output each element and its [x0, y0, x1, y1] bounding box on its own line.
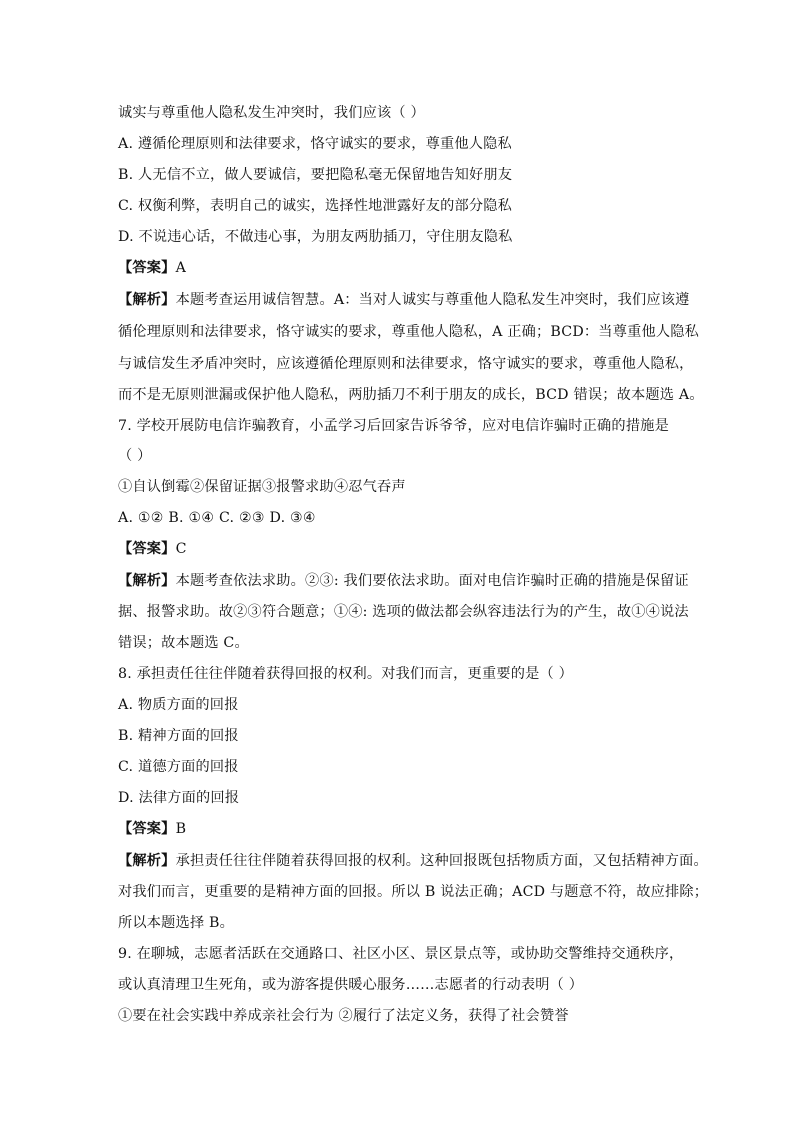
question-9-stem-line-2: 或认真清理卫生死角，或为游客提供暖心服务……志愿者的行动表明（ ）	[118, 977, 584, 993]
analysis-text: 本题考查运用诚信智慧。A：当对人诚实与尊重他人隐私发生冲突时，我们应该遵	[175, 292, 690, 308]
question-6-option-a: A. 遵循伦理原则和法律要求，恪守诚实的要求，尊重他人隐私	[118, 136, 512, 152]
answer-value: C	[175, 541, 187, 557]
analysis-text: 承担责任往往伴随着获得回报的权利。这种回报既包括物质方面，又包括精神方面。	[175, 853, 708, 869]
answer-label: 【答案】	[118, 541, 176, 557]
question-6-option-c: C. 权衡利弊，表明自己的诚实，选择性地泄露好友的部分隐私	[118, 198, 513, 214]
question-8-option-c: C. 道德方面的回报	[118, 759, 239, 775]
question-8-option-d: D. 法律方面的回报	[118, 790, 240, 806]
question-7-items: ①自认倒霉②保留证据③报警求助④忍气吞声	[118, 479, 406, 495]
answer-label: 【答案】	[118, 821, 176, 837]
analysis-label: 【解析】	[118, 573, 176, 589]
question-6-analysis-line-1	[118, 290, 688, 310]
analysis-label: 【解析】	[118, 853, 176, 869]
question-9-items: ①要在社会实践中养成亲社会行为 ②履行了法定义务，获得了社会赞誉	[118, 1008, 569, 1024]
question-7-analysis-line-2: 据、报警求助。故②③符合题意；①④: 选项的做法都会纵容违法行为的产生，故①④说法	[118, 604, 689, 620]
question-7-stem-line-2: （ ）	[118, 448, 152, 464]
question-8-analysis-line-2: 对我们而言，更重要的是精神方面的回报。所以 B 说法正确；ACD 与题意不符，故应排除；	[118, 884, 709, 900]
question-7-analysis-line-3: 错误；故本题选 C。	[118, 635, 249, 651]
question-9-stem-line-1: 9. 在聊城，志愿者活跃在交通路口、社区小区、景区景点等，或协助交警维持交通秩序，	[118, 946, 684, 962]
answer-label: 【答案】	[118, 260, 176, 276]
question-8-analysis-line-1	[118, 851, 708, 871]
question-8-option-b: B. 精神方面的回报	[118, 728, 239, 744]
question-7-options: A. ①② B. ①④ C. ②③ D. ③④	[118, 510, 316, 526]
analysis-text: 本题考查依法求助。②③: 我们要依法求助。面对电信诈骗时正确的措施是保留证	[175, 573, 689, 589]
answer-value: A	[175, 260, 187, 276]
question-6-analysis-line-2: 循伦理原则和法律要求，恪守诚实的要求，尊重他人隐私，A 正确；BCD：当尊重他人隐私	[118, 324, 700, 340]
question-7-analysis-line-1	[118, 571, 688, 591]
question-8-analysis-line-3: 所以本题选择 B。	[118, 915, 235, 931]
answer-value: B	[175, 821, 187, 837]
question-7-stem-line-1: 7. 学校开展防电信诈骗教育，小孟学习后回家告诉爷爷，应对电信诈骗时正确的措施是	[118, 418, 669, 434]
question-8-option-a: A. 物质方面的回报	[118, 697, 239, 713]
question-6-option-b: B. 人无信不立，做人要诚信，要把隐私毫无保留地告知好朋友	[118, 167, 513, 183]
question-6-answer	[118, 258, 688, 278]
question-8-stem: 8. 承担责任往往伴随着获得回报的权利。对我们而言，更重要的是（ ）	[118, 666, 573, 682]
question-6-analysis-line-3: 与诚信发生矛盾冲突时，应该遵循伦理原则和法律要求，恪守诚实的要求，尊重他人隐私，	[118, 356, 694, 372]
question-8-answer	[118, 819, 688, 839]
question-6-stem: 诚实与尊重他人隐私发生冲突时，我们应该（ ）	[118, 105, 425, 121]
analysis-label: 【解析】	[118, 292, 176, 308]
question-7-answer	[118, 539, 688, 559]
question-6-analysis-line-4: 而不是无原则泄漏或保护他人隐私，两肋插刀不利于朋友的成长，BCD 错误；故本题选 A。	[118, 387, 704, 403]
question-6-option-d: D. 不说违心话，不做违心事，为朋友两肋插刀，守住朋友隐私	[118, 229, 513, 245]
